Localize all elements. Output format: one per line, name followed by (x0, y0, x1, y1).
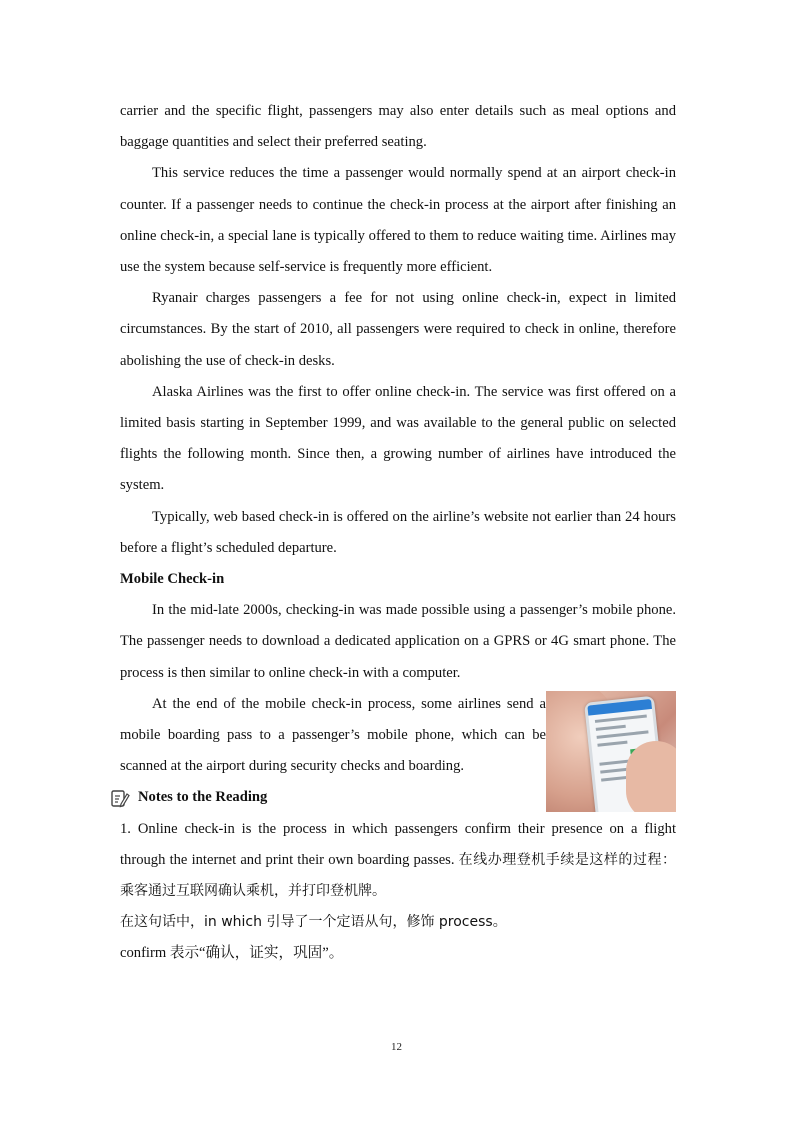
hand-image (626, 741, 676, 812)
section-heading-mobile-checkin: Mobile Check-in (120, 571, 225, 588)
notes-heading-label: Notes to the Reading (138, 789, 268, 806)
note-item-2: 在这句话中，in which 引导了一个定语从句，修饰 process。 (120, 914, 507, 931)
note-item-3: confirm 表示“确认，证实，巩固”。 (120, 945, 344, 962)
note-item-1-en: 1. Online check-in is the process in which passengers confirm their presence on a flight through the internet and print their own boarding passes. (120, 820, 676, 868)
paragraph-web-checkin: Typically, web based check-in is offered on the airline’s website not earlier than 24 hours before a flight’s scheduled departure. (120, 508, 676, 556)
notepad-pencil-icon (110, 788, 130, 808)
mobile-boarding-block (120, 689, 676, 783)
paragraph-alaska-airlines: Alaska Airlines was the first to offer online check-in. The service was first offered on a limited basis starting in September 1999, and was available to the general public on selected flights the following month. Since then, a growing number of airlines have introduced the system. (120, 383, 676, 494)
mobile-checkin-photo (546, 691, 676, 812)
document-page (120, 96, 676, 970)
paragraph-mobile-intro: In the mid-late 2000s, checking-in was made possible using a passenger’s mobile phone. The passenger needs to download a dedicated application on a GPRS or 4G smart phone. The process is then similar to online check-in with a computer. (120, 602, 676, 681)
note-item-1-zh: 在线办理登机手续是这样的过程：乘客通过互联网确认乘机，并打印登机牌。 (120, 851, 676, 900)
note-item-1 (120, 814, 676, 908)
page-number: 12 (391, 1041, 402, 1053)
paragraph-time-saving: This service reduces the time a passenger would normally spend at an airport check-in counter. If a passenger needs to continue the check-in process at the airport after finishing an online check-in, a special lane is typically offered to them to reduce waiting time. Airlines may use the system because self-service is frequently more efficient. (120, 165, 676, 276)
paragraph-mobile-boarding-pass: At the end of the mobile check-in process, some airlines send a mobile boarding pass to a passenger’s mobile phone, which can be scanned at the airport during security checks and boarding. (120, 695, 546, 775)
paragraph-continuation: carrier and the specific flight, passengers may also enter details such as meal options and baggage quantities and select their preferred seating. (120, 103, 676, 151)
paragraph-ryanair: Ryanair charges passengers a fee for not using online check-in, expect in limited circumstances. By the start of 2010, all passengers were required to check in online, therefore abolishing the use of check-in desks. (120, 290, 676, 369)
